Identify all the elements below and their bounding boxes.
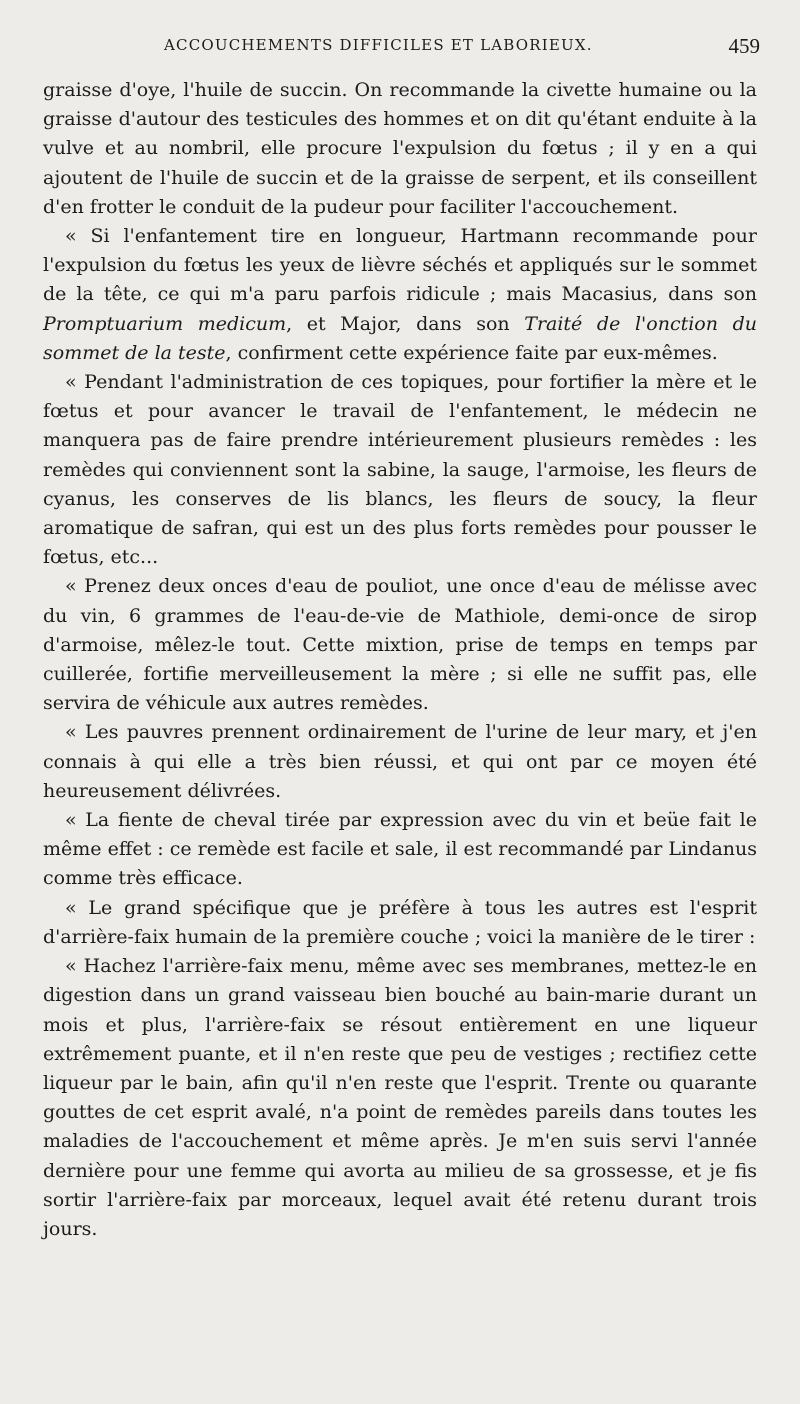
page-number: 459 (728, 34, 760, 58)
body-text (43, 76, 757, 1244)
paragraph-3: « Pendant l'administration de ces topiques, pour fortifier la mère et le fœtus et pour avancer le travail de l'enfantement, le médecin ne manquera pas de faire prendre intérieurement plusieurs remèdes : les remèdes qui conviennent sont la sabine, la sauge, l'armoise, les fleurs de cyanus, les conserves de lis blancs, les fleurs de soucy, la fleur aromatique de safran, qui est un des plus forts remèdes pour pousser le fœtus, etc... (43, 371, 757, 569)
traite-title: Traité de l'onction du sommet de la teste (43, 312, 758, 364)
paragraph-8: « Hachez l'arrière-faix menu, même avec ses membranes, mettez-le en digestion dans un grand vaisseau bien bouché au bain-marie durant un mois et plus, l'arrière-faix se résout entièrement en une liqueur extrêmement puante, et il n'en reste que peu de vestiges ; rectifiez cette liqueur par le bain, afin qu'il n'en reste que l'esprit. Trente ou quarante gouttes de cet esprit avalé, n'a point de remèdes pareils dans toutes les maladies de l'accouchement et même après. Je m'en suis servi l'année dernière pour une femme qui avorta au milieu de sa grossesse, et je fis sortir l'arrière-faix par morceaux, lequel avait été retenu durant trois jours. (43, 955, 757, 1240)
paragraph-2 (43, 222, 757, 368)
running-title: ACCOUCHEMENTS DIFFICILES ET LABORIEUX. (164, 36, 593, 54)
page-header (40, 34, 760, 60)
paragraph-7: « Le grand spécifique que je préfère à tous les autres est l'esprit d'arrière-faix humain de la première couche ; voici la manière de le tirer : (43, 896, 757, 948)
promptuarium-title: Promptuarium medicum (43, 312, 287, 335)
paragraph-2-part-3: , confirment cette expérience faite par eux-mêmes. (225, 341, 718, 364)
paragraph-2-part-1: « Si l'enfantement tire en longueur, Hartmann recommande pour l'expulsion du fœtus les yeux de lièvre séchés et appliqués sur le sommet de la tête, ce qui m'a paru parfois ridicule ; mais Macasius, dans son (43, 225, 757, 306)
paragraph-6: « La fiente de cheval tirée par expression avec du vin et beüe fait le même effet : ce remède est facile et sale, il est recommandé par Lindanus comme très efficace. (43, 809, 757, 890)
paragraph-2-part-2: , et Major, dans son (286, 312, 525, 335)
paragraph-1: graisse d'oye, l'huile de succin. On recommande la civette humaine ou la graisse d'autour des testicules des hommes et on dit qu'étant enduite à la vulve et au nombril, elle procure l'expulsion du fœtus ; il y en a qui ajoutent de l'huile de succin et de la graisse de serpent, et ils conseillent d'en frotter le conduit de la pudeur pour faciliter l'accouchement. (43, 79, 757, 218)
paragraph-4: « Prenez deux onces d'eau de pouliot, une once d'eau de mélisse avec du vin, 6 grammes de l'eau-de-vie de Mathiole, demi-once de sirop d'armoise, mêlez-le tout. Cette mixtion, prise de temps en temps par cuillerée, fortifie merveilleusement la mère ; si elle ne suffit pas, elle servira de véhicule aux autres remèdes. (43, 575, 757, 715)
paragraph-5: « Les pauvres prennent ordinairement de l'urine de leur mary, et j'en connais à qui elle a très bien réussi, et qui ont par ce moyen été heureusement délivrées. (43, 721, 757, 802)
